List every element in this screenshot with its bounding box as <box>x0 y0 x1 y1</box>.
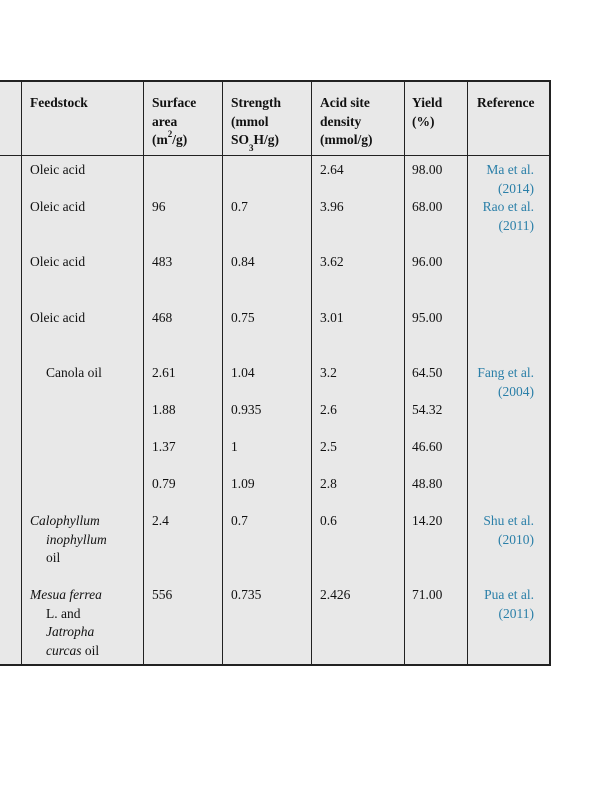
cell-acid-density: 2.5 <box>320 439 337 454</box>
cell-strength: 0.7 <box>231 513 248 528</box>
col-divider <box>222 82 223 664</box>
cell-acid-density: 0.6 <box>320 513 337 528</box>
cell-strength: 0.7 <box>231 199 248 214</box>
cell-yield: 64.50 <box>412 365 443 380</box>
header-yield: Yield (%) <box>412 95 443 129</box>
cell-strength: 0.935 <box>231 402 262 417</box>
cell-surface-area: 2.61 <box>152 365 176 380</box>
cell-feedstock: Mesua ferrea L. and Jatropha curcas oil <box>30 587 102 658</box>
cell-feedstock: Canola oil <box>46 365 102 380</box>
col-divider <box>21 82 22 664</box>
cell-acid-density: 2.8 <box>320 476 337 491</box>
cell-feedstock: Oleic acid <box>30 254 86 269</box>
col-divider <box>311 82 312 664</box>
cell-surface-area: 468 <box>152 310 173 325</box>
cell-surface-area: 483 <box>152 254 173 269</box>
cell-yield: 95.00 <box>412 310 443 325</box>
header-surface-area: Surface area $(m^2/g)$ <box>152 95 197 147</box>
cell-surface-area: 1.88 <box>152 402 176 417</box>
cell-yield: 46.60 <box>412 439 443 454</box>
cell-surface-area: 556 <box>152 587 173 602</box>
cell-strength: 1 <box>231 439 238 454</box>
reference-link[interactable]: Pua et al. (2011) <box>484 587 534 621</box>
cell-feedstock: Oleic acid <box>30 162 86 177</box>
cell-acid-density: 3.2 <box>320 365 337 380</box>
cell-acid-density: 3.96 <box>320 199 344 214</box>
cell-strength: 0.735 <box>231 587 262 602</box>
header-acid-site-density: Acid site density (mmol/g) <box>320 95 373 147</box>
cell-strength: 1.04 <box>231 365 255 380</box>
cell-acid-density: 2.426 <box>320 587 351 602</box>
cell-surface-area: 1.37 <box>152 439 176 454</box>
cell-feedstock: Oleic acid <box>30 199 86 214</box>
cell-surface-area: 96 <box>152 199 166 214</box>
cell-strength: 0.84 <box>231 254 255 269</box>
header-strength: Strength (mmol $SO_3H/g$) <box>231 95 282 153</box>
cell-surface-area: 0.79 <box>152 476 176 491</box>
cell-feedstock: Oleic acid <box>30 310 86 325</box>
cell-surface-area: 2.4 <box>152 513 169 528</box>
reference-link[interactable]: Ma et al. (2014) <box>486 162 534 196</box>
cell-yield: 14.20 <box>412 513 443 528</box>
cell-acid-density: 2.64 <box>320 162 344 177</box>
reference-link[interactable]: Fang et al. (2004) <box>477 365 534 399</box>
cell-yield: 98.00 <box>412 162 443 177</box>
cell-feedstock: Calophyllum inophyllum oil <box>30 513 107 565</box>
header-rule <box>0 155 549 156</box>
data-table <box>0 80 551 666</box>
col-divider <box>404 82 405 664</box>
cell-acid-density: 3.62 <box>320 254 344 269</box>
col-divider <box>467 82 468 664</box>
header-feedstock: Feedstock <box>30 95 88 110</box>
col-divider <box>143 82 144 664</box>
cell-yield: 54.32 <box>412 402 443 417</box>
cell-strength: 1.09 <box>231 476 255 491</box>
cell-yield: 71.00 <box>412 587 443 602</box>
cell-acid-density: 2.6 <box>320 402 337 417</box>
cell-acid-density: 3.01 <box>320 310 344 325</box>
cell-yield: 96.00 <box>412 254 443 269</box>
cell-yield: 48.80 <box>412 476 443 491</box>
header-reference: Reference <box>477 95 535 110</box>
reference-link[interactable]: Rao et al. (2011) <box>482 199 534 233</box>
cell-strength: 0.75 <box>231 310 255 325</box>
reference-link[interactable]: Shu et al. (2010) <box>483 513 534 547</box>
cell-yield: 68.00 <box>412 199 443 214</box>
